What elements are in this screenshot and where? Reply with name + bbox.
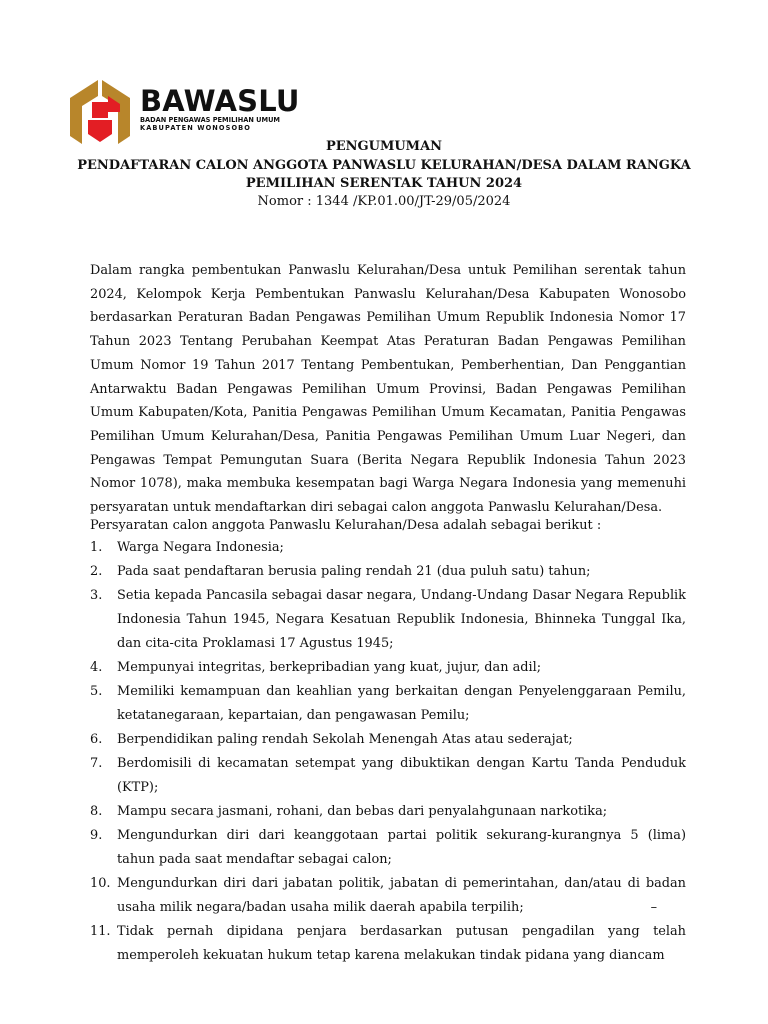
list-item xyxy=(90,920,686,967)
logo-text xyxy=(140,86,300,132)
list-item-number: 10. xyxy=(90,876,111,892)
list-item-text: Warga Negara Indonesia; xyxy=(117,540,284,555)
bawaslu-logo xyxy=(66,78,300,144)
requirements-list xyxy=(90,536,691,968)
list-item-text: Pada saat pendaftaran berusia paling rendah 21 (dua puluh satu) tahun; xyxy=(117,564,591,580)
list-item xyxy=(90,536,686,560)
announcement-number: Nomor : 1344 /KP.01.00/JT-29/05/2024 xyxy=(257,194,511,209)
logo-subtitle: BADAN PENGAWAS PEMILIHAN UMUM xyxy=(140,116,280,124)
intro-paragraph: Dalam rangka pembentukan Panwaslu Kelurahan/Desa untuk Pemilihan serentak tahun 2024, Kelompok Kerja Pembentukan Panwaslu Kelurahan/Desa Kabupaten Wonosobo berdasarkan Peraturan Badan Pengawas Pemilihan Umum Republik Indonesia Nomor 17 Tahun 2023 Tentang Perubahan Keempat Atas Peraturan Badan Pengawas Pemilihan Umum Nomor 19 Tahun 2017 Tentang Pembentukan, Pemberhentian, Dan Penggantian Antarwaktu Badan Pengawas Pemilihan Umum Provinsi, Badan Pengawas Pemilihan Umum Kabupaten/Kota, Panitia Pengawas Pemilihan Umum Kecamatan, Panitia Pengawas Pemilihan Umum Kelurahan/Desa, Panitia Pengawas Pemilihan Umum Luar Negeri, dan Pengawas Tempat Pemungutan Suara (Berita Negara Republik Indonesia Tahun 2023 Nomor 1078), maka membuka kesempatan bagi Warga Negara Indonesia yang memenuhi persyaratan untuk mendaftarkan diri sebagai calon anggota Panwaslu Kelurahan/Desa. xyxy=(90,263,686,516)
list-item-text: Memiliki kemampuan dan keahlian yang berkaitan dengan Penyelenggaraan Pemilu, ketatanegaraan, kepartaian, dan pengawasan Pemilu; xyxy=(117,684,686,723)
list-item-text: Mengundurkan diri dari jabatan politik, jabatan di pemerintahan, dan/atau di badan usaha milik negara/badan usaha milik daerah apabila terpilih; – xyxy=(117,876,691,916)
list-item xyxy=(90,800,686,824)
list-item xyxy=(90,872,691,919)
list-item-text: Mampu secara jasmani, rohani, dan bebas dari penyalahgunaan narkotika; xyxy=(117,804,608,820)
list-item-text: Mengundurkan diri dari keanggotaan partai politik sekurang-kurangnya 5 (lima) tahun pada saat mendaftar sebagai calon; xyxy=(117,828,686,868)
announcement-subtitle-line2: PEMILIHAN SERENTAK TAHUN 2024 xyxy=(245,176,523,191)
list-item xyxy=(90,560,686,584)
logo-wordmark: BAWASLU xyxy=(140,84,300,118)
list-item-text: Mempunyai integritas, berkepribadian yang kuat, jujur, dan adil; xyxy=(117,660,542,676)
list-item-number: 2. xyxy=(90,564,103,580)
list-item-number: 1. xyxy=(90,540,103,555)
list-item xyxy=(90,656,686,680)
list-item-text: Berpendidikan paling rendah Sekolah Menengah Atas atau sederajat; xyxy=(117,732,573,748)
list-item-number: 4. xyxy=(90,660,103,676)
announcement-subtitle-line1: PENDAFTARAN CALON ANGGOTA PANWASLU KELURAHAN/DESA DALAM RANGKA xyxy=(77,158,691,173)
list-item xyxy=(90,752,686,799)
list-item xyxy=(90,824,686,871)
list-item xyxy=(90,584,686,655)
list-item-number: 11. xyxy=(90,924,111,940)
list-item-number: 5. xyxy=(90,684,103,700)
list-item-number: 3. xyxy=(90,588,103,604)
logo-region: KABUPATEN WONOSOBO xyxy=(140,124,252,132)
list-item xyxy=(90,728,686,752)
requirements-intro: Persyaratan calon anggota Panwaslu Kelurahan/Desa adalah sebagai berikut : xyxy=(90,518,602,533)
announcement-title: PENGUMUMAN xyxy=(325,139,443,154)
list-item xyxy=(90,680,686,727)
list-item-text: Berdomisili di kecamatan setempat yang dibuktikan dengan Kartu Tanda Penduduk (KTP); xyxy=(117,756,686,796)
list-item-text: Tidak pernah dipidana penjara berdasarkan putusan pengadilan yang telah memperoleh kekuatan hukum tetap karena melakukan tindak pidana yang diancam xyxy=(117,924,686,963)
bawaslu-emblem-icon xyxy=(66,78,134,144)
list-item-number: 7. xyxy=(90,756,103,772)
list-item-number: 8. xyxy=(90,804,103,820)
list-item-number: 9. xyxy=(90,828,103,844)
list-item-number: 6. xyxy=(90,732,103,748)
list-item-text: Setia kepada Pancasila sebagai dasar negara, Undang-Undang Dasar Negara Republik Indonesia Tahun 1945, Negara Kesatuan Republik Indonesia, Bhinneka Tunggal Ika, dan cita-cita Proklamasi 17 Agustus 1945; xyxy=(117,588,686,651)
